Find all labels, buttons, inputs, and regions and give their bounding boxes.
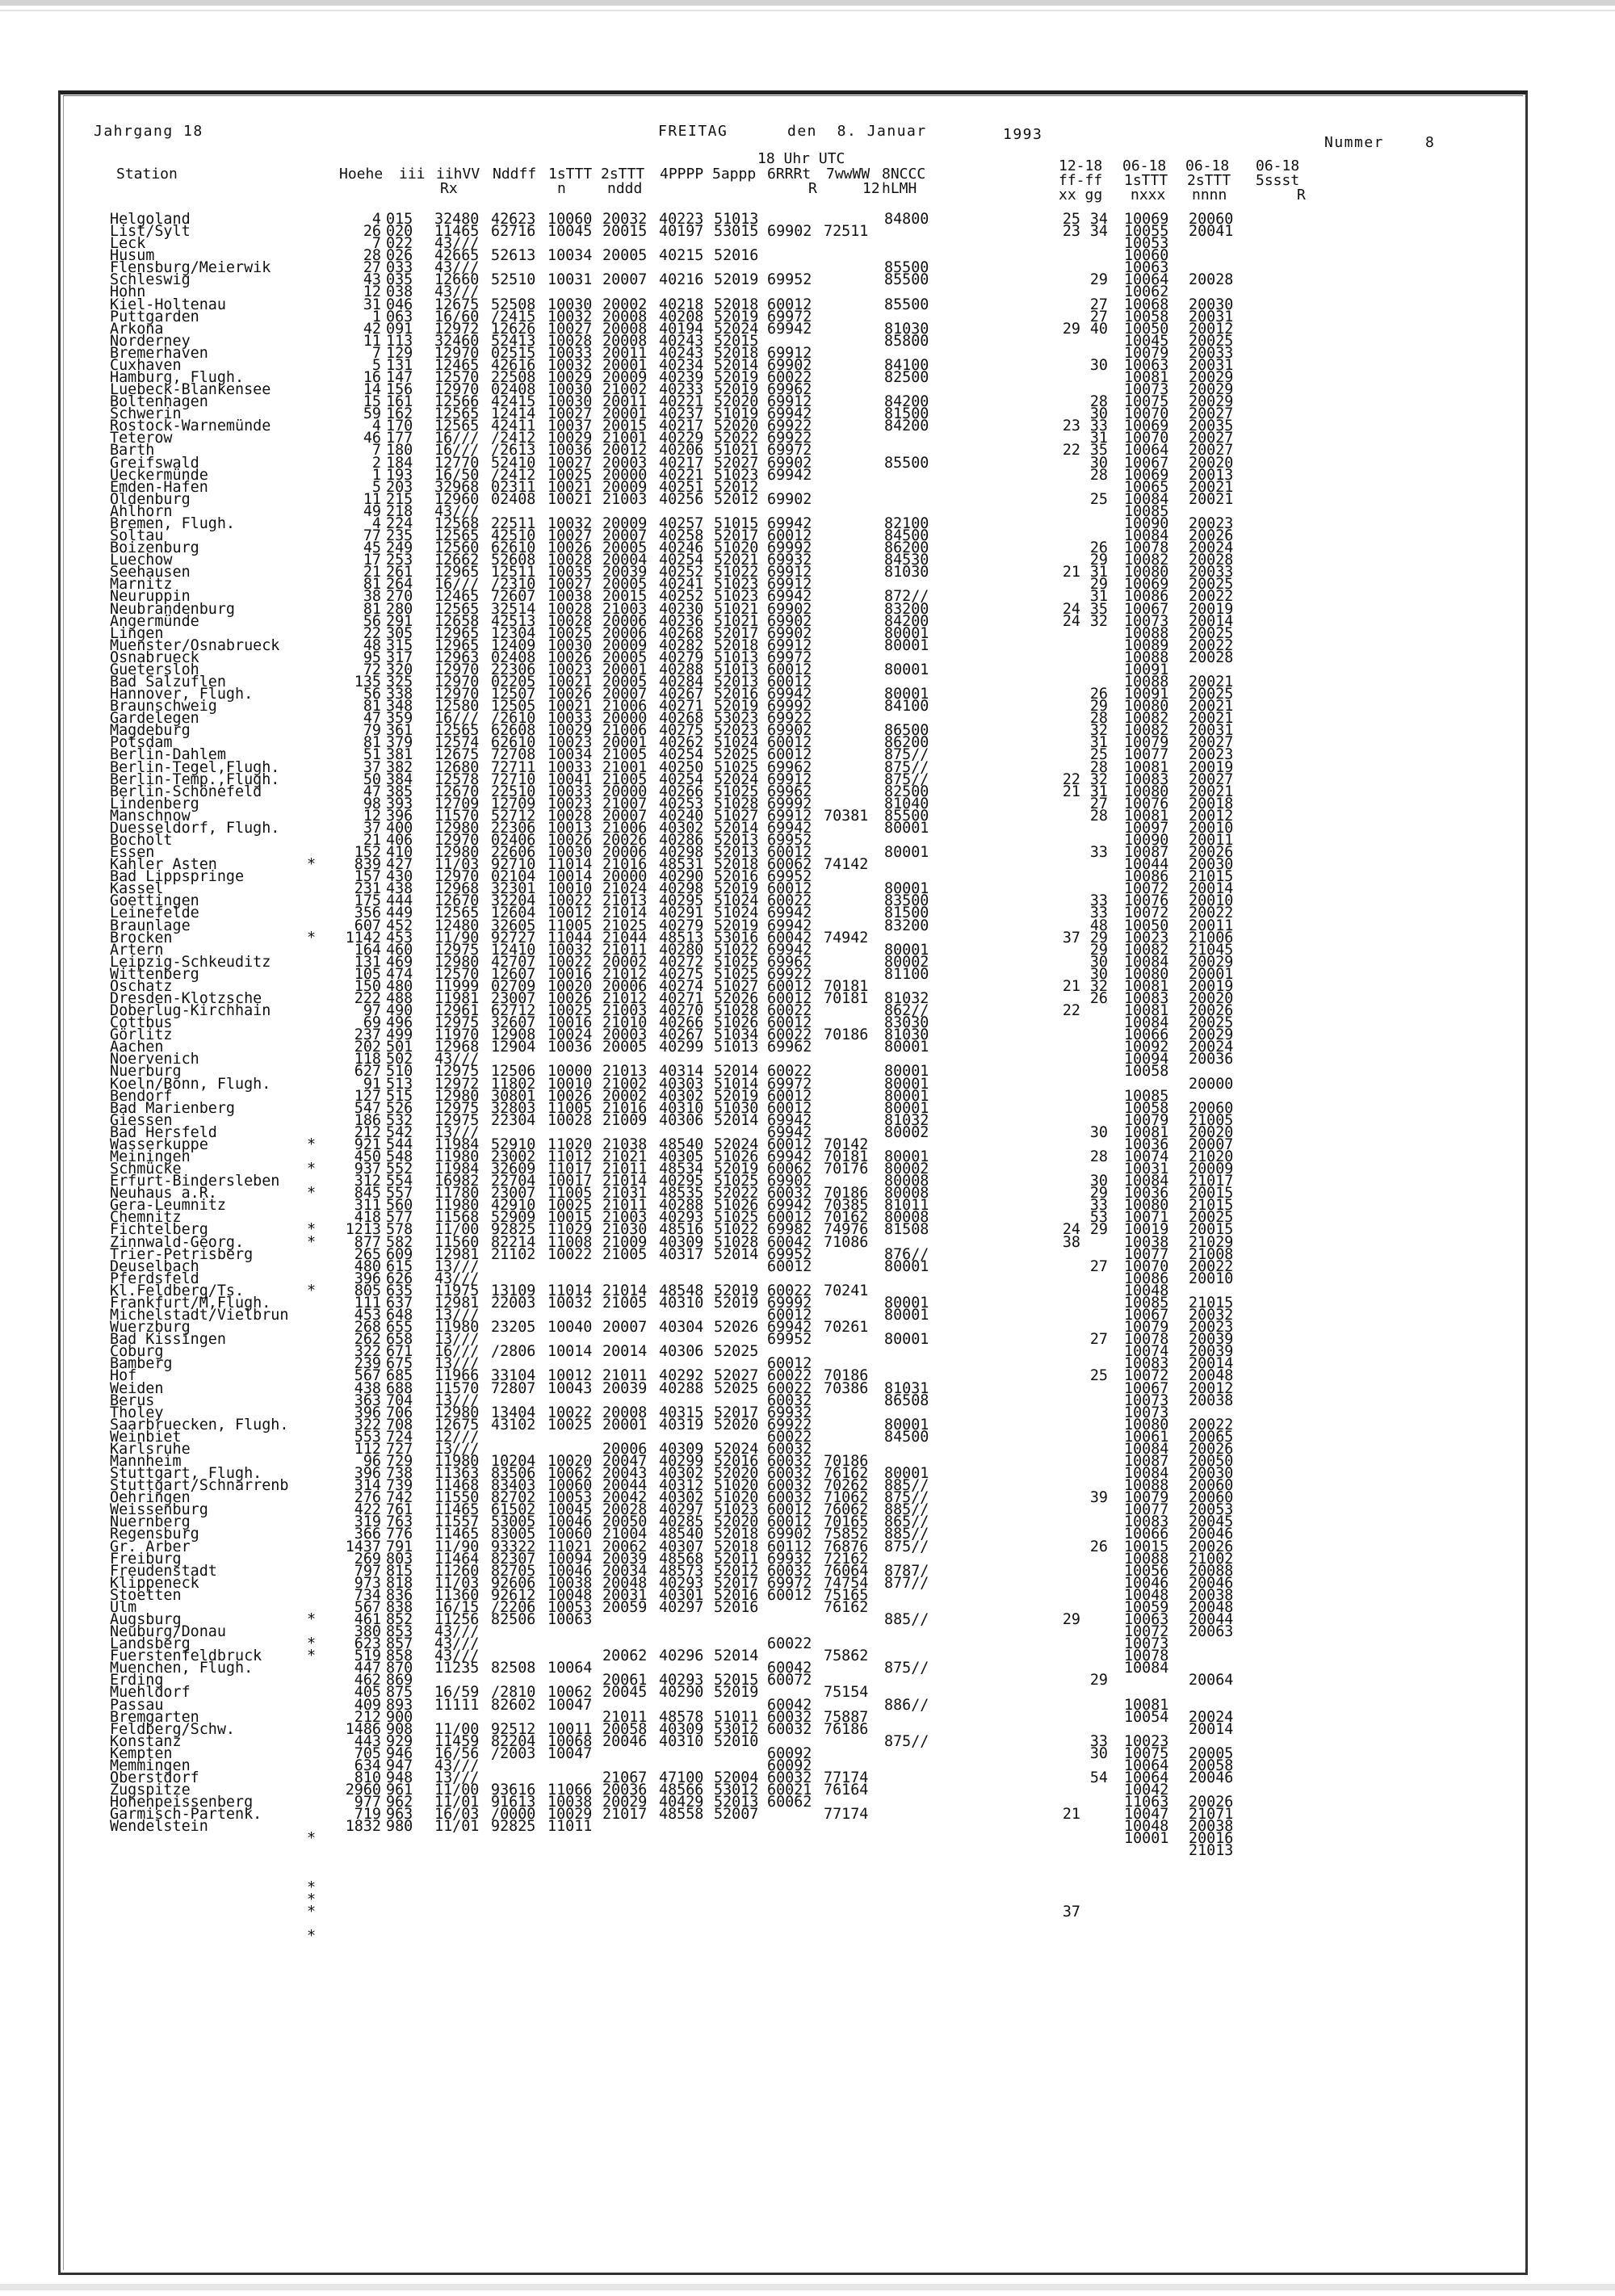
- col-hoehe: Hoehe: [339, 166, 384, 183]
- col-1sttt-period: 1sTTT: [1124, 172, 1168, 189]
- volume-label: Jahrgang 18: [94, 123, 203, 140]
- 6rrrt-values: 69902 69952 60012 69972 69942 69912 69902 60022 69962 69912 69942 69922 69922 69972 69902 69942 69902 69942 60012 69992 69932 69912 69912 69942 69902 69902 69902 69912 69972 60012 60012 69942 69992 69922 69902 60012 60012 69962 69912 69962 69992 69912 69942 69952 60012 60062 69952 60012 60022 69942 69942 60042 69942 69962 69922 60012 60012 60022 60012 60022 69962 60022 69972 60012 60012 69942 69942 60012 69942 60062 69902 60032 69942 60012 69982 60042 69952 60012 60022 69992 60012 69942 69952 60012 60022 60022 60032 69932 69922 60022 60032 60032 60032 60032 60032 60012 60012 69902 60112 69932 60032 69972 60012 60022 60042 60072 60042 60032 60032 60092 60092 60032 60021 60062: [767, 223, 812, 1811]
- hoehe-values: 4 26 7 28 27 43 12 31 1 42 11 7 5 16 14 15 59 4 46 7 2 1 5 11 49 4 77 45 17 21 81 38 81 56 22 48 95 72 135 56 81 47 79 81 51 37 50 47 98 12 37 21 152 839 157 231 175 356 607 1142 164 131 105 150 222 97 69 237 202 118 627 91 127 547 186 212 921 450 937 312 845 311 418 1213 877 265 480 396 805 111 453 268 262 322 239 567 438 363 396 322 553 112 96 396 314 276 422 319 366 1437 269 797 973 734 567 461 380 623 519 447 462 405 409 212 1486 443 705 634 810 2960 977 719 1832: [345, 211, 381, 1836]
- mountain-station-marks: * * * * * * * * * * * * * * * *: [307, 856, 317, 1946]
- col-nnnn: nnnn: [1192, 187, 1227, 204]
- 8nccc-values: 84800 85500 85500 85500 81030 85800 84100 82500 84200 81500 84200 85500 82100 84500 86200 84530 81030 872// 83200 84200 80001 80001 80001 80001 84100 86500 86200 875// 875// 875// 82500 81040 85500 80001 80001 80001 83500 81500 83200 80001 80002 81100 81032 862// 83030 81030 80001 80001 80001 80001 80001 81032 80002 80001 80002 80008 80008 81011 80008 81508 876// 80001 80001 80001 80001 81031 86508 80001 84500 80001 885// 875// 885// 865// 885// 875// 8787/ 877// 885// 875// 886// 875//: [884, 211, 929, 1750]
- ff-values: 25 23 29 23 22 21 24 24 22 21 37 21 22 24 38 29 21 37: [1062, 211, 1080, 1920]
- col-5appp: 5appp: [712, 166, 757, 183]
- 1sttt-values: 10060 10045 10034 10031 10030 10032 10027 10028 10033 10032 10029 10030 10030 10027 10037 10029 10036 10027 10025 10021 10021 10032 10027 10026 10028 10035 10027 10038 10028 10028 10025 10030 10026 10023 10021 10026 10021 10033 10029 10023 10034 10033 10041 10033 10023 10028 10013 10026 10030 11014 10014 10010 10022 10012 11005 11044 10032 10022 10016 10020 10026 10025 10016 10024 10036 10000 10010 10026 11005 10028 11020 11012 11017 10017 11005 10025 10015 11029 11008 10022 11014 10032 10040 10014 10012 10043 10022 10025 10020 10062 10060 10053 10045 10046 10060 11021 10094 10046 10038 10048 10053 10063 10064 10062 10047 10011 10068 10047 11066 10038 10029 11011: [547, 211, 593, 1836]
- station-names-column: Helgoland List/Sylt Leck Husum Flensburg/Meierwik Schleswig Hohn Kiel-Holtenau Puttgarden Arkona Norderney Bremerhaven Cuxhaven Hamburg, Flugh. Luebeck-Blankensee Boltenhagen Schwerin Rostock-Warnemünde Teterow Barth Greifswald Ueckermünde Emden-Hafen Oldenburg Ahlhorn Bremen, Flugh. Soltau Boizenburg Luechow Seehausen Marnitz Neuruppin Neubrandenburg Angermünde Lingen Muenster/Osnabrueck Osnabrueck Guetersloh Bad Salzuflen Hannover, Flugh. Braunschweig Gardelegen Magdeburg Potsdam Berlin-Dahlem Berlin-Tegel,Flugh. Berlin-Temp.,Flugh. Berlin-Schönefeld Lindenberg Manschnow Duesseldorf, Flugh. Bocholt Essen Kahler Asten Bad Lippspringe Kassel Goettingen Leinefelde Braunlage Brocken Artern Leipzig-Schkeuditz Wittenberg Oschatz Dresden-Klotzsche Doberlug-Kirchhain Cottbus Görlitz Aachen Noervenich Nuerburg Koeln/Bonn, Flugh. Bendorf Bad Marienberg Giessen Bad Hersfeld Wasserkuppe Meiningen Schmücke Erfurt-Bindersleben Neuhaus a.R. Gera-Leumnitz Chemnitz Fichtelberg Zinnwald-Georg. Trier-Petrisberg Deuselbach Pferdsfeld Kl.Feldberg/Ts. Frankfurt/M,Flugh. Michelstadt/Vielbrun Wuerzburg Bad Kissingen Coburg Bamberg Hof Weiden Berus Tholey Saarbruecken, Flugh. Weinbiet Karlsruhe Mannheim Stuttgart, Flugh. Stuttgart/Schnarrenb Oehringen Weissenburg Nuernberg Regensburg Gr. Arber Freiburg Freudenstadt Klippeneck Stoetten Ulm Augsburg Neuburg/Donau Landsberg Fuerstenfeldbruck Muenchen, Flugh. Erding Muehldorf Passau Bremgarten Feldberg/Schw. Konstanz Kempten Memmingen Oberstdorf Zugspitze Hohenpeissenberg Garmisch-Partenk. Wendelstein: [110, 211, 289, 1836]
- col-hlmh: hLMH: [882, 180, 917, 197]
- 7wwww-values: 72511 70381 74142 74942 70181 70181 70186 70142 70181 70176 70186 70385 70162 74976 71086 70241 70261 70186 70386 70186 76162 70262 71062 76062 70165 75852 76876 72162 76064 74754 75165 76162 75862 75154 75887 76186 77174 76164 77174: [824, 223, 869, 1824]
- col-2sttt: 2sTTT: [601, 166, 645, 183]
- col-station: Station: [116, 166, 178, 183]
- iii-values: 015 020 022 026 033 035 038 046 063 091 113 129 131 147 156 161 162 170 177 180 184 193 203 215 218 224 235 249 253 261 264 270 280 291 305 315 317 320 325 338 348 359 361 379 381 382 384 385 393 396 400 406 410 427 430 438 444 449 452 453 460 469 474 480 488 490 496 499 501 502 510 513 515 526 532 542 544 548 552 554 557 560 577 578 582 609 615 626 635 637 648 655 658 671 675 685 688 704 706 708 724 727 729 738 739 742 761 763 776 791 803 815 818 836 838 852 853 857 858 870 869 875 893 900 908 929 946 947 948 961 962 963 980: [386, 211, 413, 1836]
- col-2sttt-period: 2sTTT: [1187, 172, 1231, 189]
- weekday: FREITAG: [658, 123, 728, 140]
- col-6rrrt: 6RRRt: [767, 166, 812, 183]
- utc-label: 18 Uhr UTC: [757, 150, 845, 167]
- scan-edge-line: [0, 10, 1615, 11]
- scan-edge-bottom: [0, 2284, 1615, 2290]
- year: 1993: [1003, 126, 1043, 143]
- col-8nccc: 8NCCC: [882, 166, 926, 183]
- col-r: R: [808, 180, 817, 197]
- tmin-period-values: 20060 20041 20028 20030 20031 20012 20025 20033 20031 20029 20029 20029 20027 20035 20027 20027 20020 20013 20021 20021 20023 20026 20024 20028 20033 20025 20022 20019 20014 20025 20022 20028 20021 20025 20021 20021 20031 20027 20023 20019 20027 20021 20018 20012 20010 20011 20026 20030 21015 20014 20010 20022 20011 21006 21045 20029 20001 20019 20020 20026 20025 20029 20024 20036 20000 20060 21005 20020 20007 21020 20009 21017 20015 21015 20025 20015 21029 21008 20022 20010 21015 20032 20023 20039 20039 20014 20048 20012 20038 20022 20065 20026 20050 20030 20060 20060 20053 20045 20046 20026 21002 20088 20046 20038 20048 20044 20063 20064 20024 20014 20005 20058 20046 20026 21071 20038 20016 21013: [1189, 211, 1234, 1860]
- period-06-18-b: 06-18: [1185, 157, 1230, 174]
- tmax-period-values: 10069 10055 10053 10060 10063 10064 10062 10068 10058 10050 10045 10079 10063 10081 10073 10075 10070 10069 10070 10064 10067 10069 10065 10084 10085 10090 10084 10078 10082 10080 10069 10086 10067 10073 10088 10089 10088 10091 10088 10091 10080 10082 10082 10079 10077 10081 10083 10080 10076 10081 10097 10090 10087 10044 10086 10072 10076 10072 10050 10023 10082 10084 10080 10081 10083 10081 10084 10066 10092 10094 10058 10085 10058 10079 10081 10036 10074 10031 10084 10036 10080 10071 10019 10038 10077 10070 10086 10048 10085 10067 10079 10078 10074 10083 10072 10067 10073 10073 10080 10061 10084 10087 10084 10088 10079 10077 10083 10066 10015 10088 10056 10046 10048 10059 10063 10072 10073 10078 10084 10081 10054 10023 10075 10064 10064 10042 11063 10047 10048 10001: [1124, 211, 1169, 1848]
- col-1sttt: 1sTTT: [548, 166, 593, 183]
- scan-edge-top: [0, 0, 1615, 6]
- col-5ssst: 5ssst: [1256, 172, 1300, 189]
- col-iihvv: iihVV: [436, 166, 480, 183]
- nddff-values: 42623 62716 52613 52510 52508 /2415 12626 52413 02515 42616 22508 02408 42415 12414 42411 /2412 /2613 52410 /2412 02311 02408 22511 42510 62610 52608 12511 /2310 72607 32514 42513 12304 12409 02408 22306 02205 12507 12505 /2610 62608 62610 72708 72711 72710 22510 12709 52712 22306 02406 22606 92710 02104 32301 32204 12604 32605 92727 12410 42707 12607 02709 23007 62712 32607 12908 12904 12506 11802 30801 32803 22304 52910 23002 32609 22704 23007 42910 52909 92825 82214 21102 13109 22003 23205 /2806 33104 72807 13404 43102 10204 83506 83403 82702 61502 53005 83005 93322 82307 82705 92606 92612 /2206 82506 82508 /2810 82602 92512 82204 /2003 93616 91613 /0000 92825: [491, 211, 536, 1836]
- period-06-18-c: 06-18: [1256, 157, 1300, 174]
- col-4pppp: 4PPPP: [660, 166, 704, 183]
- col-n: n: [557, 180, 566, 197]
- 2sttt-values: 20032 20015 20005 20007 20002 20008 20008 20008 20011 20001 20009 21002 20011 20001 20015 21001 20012 20003 20000 20009 21003 20009 20007 20005 20004 20039 20005 20015 21003 20006 20006 20009 20005 20001 20005 20007 21006 20000 21006 20001 21005 21001 21005 20000 21007 20007 21006 20026 20006 21016 20000 21024 21013 21014 21025 21044 21011 20002 21012 20006 21012 21003 21010 20003 20005 21013 21002 20002 21016 21009 21038 21021 21011 21014 21031 21011 21003 21030 21009 21005 21014 21005 20007 20014 21011 20039 20008 20001 20006 20047 20043 20044 20042 20028 20050 21004 20062 20039 20034 20048 20031 20059 20062 20061 20045 21011 20058 20046 21067 20036 20029 21017: [602, 211, 648, 1824]
- col-ff-ff: ff-ff: [1059, 172, 1103, 189]
- col-xx-gg: xx gg: [1059, 187, 1103, 204]
- col-iii: iii: [399, 166, 426, 183]
- period-06-18-a: 06-18: [1122, 157, 1167, 174]
- period-12-18: 12-18: [1059, 157, 1103, 174]
- col-nddff: Nddff: [493, 166, 537, 183]
- col-rx: Rx: [440, 180, 458, 197]
- gg-values: 34 34 29 27 27 40 30 28 30 33 31 35 30 28 25 26 29 31 29 31 35 32 26 29 28 32 31 25 28 32 31 27 28 33 33 33 48 29 29 30 30 32 26 30 28 30 29 33 53 29 27 27 25 39 26 29 33 30 54: [1089, 211, 1108, 1786]
- iihvv-values: 32480 11465 43/// 42665 43/// 12660 43/// 12675 16/60 12972 32460 12970 12465 12570 12970 12566 12565 12565 16/// 16/// 12770 16/50 32968 12960 43/// 12568 12565 12560 12662 12965 16/// 12465 12565 12658 12965 12965 12963 12970 12970 12970 12580 16/// 12565 12574 12675 12680 12578 12670 12709 11570 12980 12970 12980 11/03 12970 12968 12670 12565 12480 11/90 12975 12980 12570 11999 11981 12961 12975 11970 12968 43/// 12975 12972 12980 12975 12975 13/// 11984 11980 11984 16982 11780 11980 11568 11/00 11560 12981 13/// 43/// 11975 12981 13/// 11980 13/// 16/// 13/// 11966 11570 13/// 12980 12675 12/// 13/// 11980 11363 11468 11550 11465 11557 11465 11/90 11464 11260 11/03 11360 16/15 11256 43/// 43/// 43/// 11235 16/59 11111 11/00 11459 16/56 43/// 13/// 11/00 11/01 16/03 11/01: [434, 211, 480, 1836]
- 5appp-values: 51013 53015 52016 52019 52018 52019 52024 52015 52018 52014 52019 52019 52020 51019 52020 52022 51021 52027 51023 52012 52012 51015 52017 51020 52021 51022 51023 51023 51021 51021 52017 52018 51013 51013 52013 52016 52019 53023 52023 51024 52025 51025 52024 51025 51028 51027 52014 52013 52013 52018 52016 52019 51024 51024 52019 53016 51022 51025 51025 51027 52026 51028 51026 51034 51013 52014 51014 52019 51030 52014 52024 51026 52019 51025 52022 51026 51025 51022 51028 52014 52019 52019 52026 52025 52027 52025 52017 52020 52024 52016 52020 51020 51020 51023 52020 52018 52018 52011 52012 52017 52016 52016 52014 52015 52019 51011 53012 52010 52004 53012 52013 52007: [714, 211, 759, 1824]
- col-nddd: nddd: [607, 180, 643, 197]
- issue-number-label: Nummer: [1324, 134, 1385, 151]
- 4pppp-values: 40223 40197 40215 40216 40218 40208 40194 40243 40243 40234 40239 40233 40221 40237 40217 40229 40206 40217 40221 40251 40256 40257 40258 40246 40254 40252 40241 40252 40230 40236 40268 40282 40279 40288 40284 40267 40271 40268 40275 40262 40254 40250 40254 40266 40253 40240 40302 40286 40298 48531 40290 40298 40295 40291 40279 48513 40280 40272 40275 40274 40271 40270 40266 40267 40299 40314 40303 40302 40310 40306 48540 40305 48534 40295 48535 40288 40293 48516 40309 40317 48548 40310 40304 40306 40292 40288 40315 40319 40309 40299 40302 40312 40302 40297 40285 48540 40307 48568 48573 40293 40301 40297 40296 40293 40290 48578 40309 40310 47100 48566 40429 48558: [659, 211, 704, 1824]
- col-nxxx: nxxx: [1130, 187, 1166, 204]
- col-7wwww: 7wwWW: [826, 166, 870, 183]
- col-12: 12: [862, 180, 880, 197]
- date: den 8. Januar: [787, 123, 927, 140]
- issue-number: 8: [1425, 134, 1436, 151]
- col-r-snow: R: [1297, 187, 1306, 204]
